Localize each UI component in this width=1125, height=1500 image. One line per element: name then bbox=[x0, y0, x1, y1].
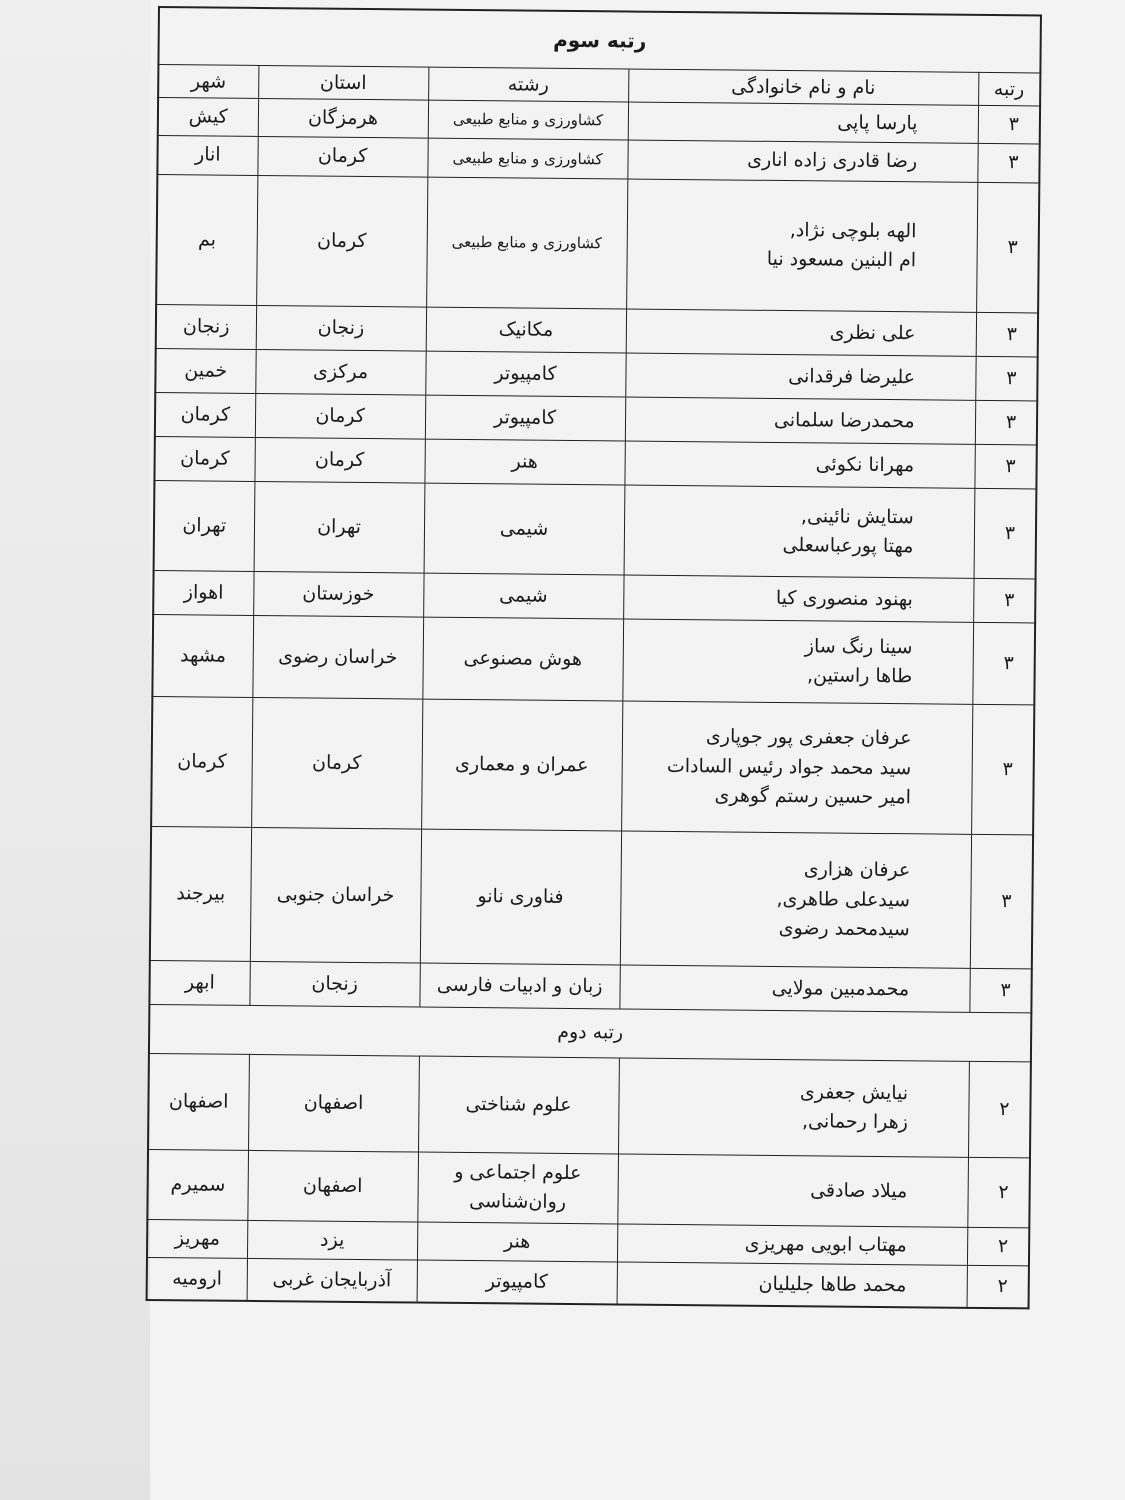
student-name: محمدرضا سلمانی bbox=[773, 408, 915, 432]
name-cell bbox=[618, 1058, 969, 1157]
province-cell: زنجان bbox=[256, 305, 426, 351]
field-cell: هنر bbox=[424, 439, 624, 485]
table-row bbox=[151, 696, 1034, 834]
province-cell: اصفهان bbox=[248, 1054, 419, 1152]
section-title-row bbox=[158, 7, 1041, 73]
table-row bbox=[147, 1149, 1030, 1227]
field-cell: هنر bbox=[417, 1222, 617, 1262]
province-cell: مرکزی bbox=[255, 349, 425, 395]
ranking-table-body bbox=[147, 7, 1041, 1308]
field-cell: فناوری نانو bbox=[420, 829, 621, 965]
rank-cell: ۳ bbox=[974, 444, 1036, 489]
rank-cell: ۳ bbox=[971, 704, 1034, 835]
city-cell: کیش bbox=[158, 98, 258, 137]
rank-cell: ۳ bbox=[974, 488, 1037, 579]
city-cell: اهواز bbox=[153, 570, 253, 615]
field-cell: کشاورزی و منابع طبیعی bbox=[427, 139, 627, 179]
rank-cell: ۳ bbox=[976, 182, 1039, 313]
name-cell bbox=[619, 965, 969, 1012]
student-name: مهرانا نکوئی bbox=[815, 452, 915, 476]
province-cell: یزد bbox=[247, 1220, 417, 1260]
rank-cell: ۲ bbox=[967, 1266, 1029, 1309]
student-name: عرفان جعفری پور جوپاری bbox=[705, 725, 912, 750]
name-cell bbox=[625, 353, 975, 400]
rank-cell: ۲ bbox=[967, 1227, 1029, 1266]
city-cell: ابهر bbox=[149, 960, 249, 1005]
field-cell: هوش مصنوعی bbox=[422, 617, 623, 701]
student-name: زهرا رحمانی, bbox=[801, 1110, 908, 1134]
field-cell: شیمی bbox=[424, 483, 625, 575]
city-cell: کرمان bbox=[155, 392, 255, 437]
province-cell: اصفهان bbox=[247, 1150, 418, 1222]
table-row bbox=[148, 1053, 1031, 1157]
city-cell: کرمان bbox=[154, 436, 254, 481]
column-header-field: رشته bbox=[428, 67, 628, 102]
table-row bbox=[154, 480, 1037, 578]
rank-cell: ۲ bbox=[968, 1061, 1031, 1158]
rank-cell: ۳ bbox=[969, 968, 1031, 1013]
student-name: محمد طاها جلیلیان bbox=[758, 1272, 907, 1297]
student-name: طاها راستین, bbox=[806, 664, 913, 688]
city-cell: بم bbox=[156, 174, 257, 305]
rank-cell: ۳ bbox=[978, 105, 1040, 144]
rank-cell: ۳ bbox=[970, 834, 1033, 969]
section-title: رتبه دوم bbox=[149, 1004, 1031, 1061]
field-cell: عمران و معماری bbox=[421, 699, 622, 831]
name-cell bbox=[623, 575, 973, 622]
ranking-table bbox=[146, 6, 1042, 1309]
name-cell bbox=[628, 102, 978, 144]
table-row bbox=[156, 174, 1039, 312]
name-cell bbox=[625, 397, 975, 444]
section-title-row bbox=[149, 1004, 1031, 1061]
rank-cell: ۳ bbox=[975, 400, 1037, 445]
name-cell bbox=[621, 701, 972, 834]
column-header-province: استان bbox=[258, 65, 428, 100]
province-cell: کرمان bbox=[256, 175, 427, 307]
city-cell: مهریز bbox=[147, 1219, 247, 1258]
rank-cell: ۲ bbox=[967, 1157, 1030, 1228]
student-name: عرفان هزاری bbox=[803, 858, 911, 882]
student-name: سینا رنگ ساز bbox=[804, 635, 913, 659]
student-name: میلاد صادقی bbox=[810, 1178, 908, 1202]
table-row bbox=[152, 614, 1035, 704]
rank-cell: ۳ bbox=[976, 312, 1038, 357]
name-cell bbox=[617, 1154, 968, 1227]
province-cell: آذربایجان غربی bbox=[247, 1259, 417, 1303]
student-name: مهتاب ابویی مهریزی bbox=[744, 1232, 907, 1257]
rank-cell: ۳ bbox=[972, 622, 1035, 705]
name-cell bbox=[626, 179, 977, 312]
province-cell: کرمان bbox=[254, 437, 424, 483]
province-cell: خراسان جنوبی bbox=[250, 827, 421, 963]
province-cell: هرمزگان bbox=[258, 98, 428, 138]
student-name: ام البنین مسعود نیا bbox=[766, 248, 917, 272]
province-cell: زنجان bbox=[249, 961, 419, 1007]
column-header-rank: رتبه bbox=[978, 72, 1040, 106]
student-name: رضا قادری زاده اناری bbox=[747, 149, 918, 173]
province-cell: خراسان رضوی bbox=[252, 615, 423, 699]
field-cell: کامپیوتر bbox=[417, 1260, 617, 1304]
name-cell bbox=[624, 485, 975, 578]
field-cell: کامپیوتر bbox=[425, 395, 625, 441]
field-cell: کشاورزی و منابع طبیعی bbox=[428, 100, 628, 140]
city-cell: خمین bbox=[155, 348, 255, 393]
student-name: پارسا پاپی bbox=[837, 111, 918, 135]
field-cell: کامپیوتر bbox=[425, 351, 625, 397]
table-row bbox=[147, 1258, 1029, 1308]
name-cell bbox=[622, 619, 973, 704]
rank-cell: ۳ bbox=[973, 578, 1035, 623]
city-cell: اصفهان bbox=[148, 1053, 249, 1150]
field-cell: مکانیک bbox=[426, 307, 626, 353]
student-name: امیر حسین رستم گوهری bbox=[714, 784, 912, 809]
province-cell: کرمان bbox=[251, 697, 422, 829]
name-cell bbox=[617, 1262, 967, 1307]
field-cell: کشاورزی و منابع طبیعی bbox=[426, 177, 627, 309]
field-cell: علوم شناختی bbox=[418, 1056, 619, 1154]
student-name: ستایش نائینی, bbox=[800, 505, 914, 529]
student-name: سیدمحمد رضوی bbox=[778, 917, 910, 941]
field-cell: زبان و ادبیات فارسی bbox=[419, 963, 619, 1009]
province-cell: کرمان bbox=[255, 393, 425, 439]
field-cell: شیمی bbox=[423, 573, 623, 619]
city-cell: سمیرم bbox=[147, 1149, 248, 1220]
section-title: رتبه سوم bbox=[158, 7, 1041, 73]
student-name: علی نظری bbox=[829, 321, 916, 344]
student-name: محمدمبین مولایی bbox=[771, 976, 910, 1000]
column-header-city: شهر bbox=[158, 65, 258, 99]
rank-cell: ۳ bbox=[975, 356, 1037, 401]
city-cell: مشهد bbox=[152, 614, 253, 697]
name-cell bbox=[620, 831, 971, 968]
province-cell: کرمان bbox=[257, 137, 427, 177]
city-cell: بیرجند bbox=[150, 826, 251, 961]
city-cell: ارومیه bbox=[147, 1258, 247, 1301]
column-header-name: نام و نام خانوادگی bbox=[628, 69, 978, 105]
city-cell: انار bbox=[157, 136, 257, 175]
student-name: بهنود منصوری کیا bbox=[775, 586, 913, 610]
province-cell: تهران bbox=[254, 481, 425, 573]
table-row bbox=[150, 826, 1033, 968]
student-name: الهه بلوچی نژاد, bbox=[789, 219, 917, 243]
student-name: علیرضا فرقدانی bbox=[788, 364, 916, 388]
province-cell: خوزستان bbox=[253, 571, 423, 617]
student-name: سید محمد جواد رئیس السادات bbox=[666, 754, 912, 779]
name-cell bbox=[617, 1224, 967, 1266]
city-cell: زنجان bbox=[156, 304, 256, 349]
rank-cell: ۳ bbox=[977, 144, 1039, 183]
city-cell: تهران bbox=[154, 480, 255, 571]
name-cell bbox=[624, 441, 974, 488]
city-cell: کرمان bbox=[151, 696, 252, 827]
student-name: سیدعلی طاهری, bbox=[776, 887, 911, 911]
student-name: نیایش جعفری bbox=[799, 1081, 909, 1105]
name-cell bbox=[626, 309, 976, 356]
name-cell bbox=[627, 140, 977, 182]
field-cell: علوم اجتماعی و روان‌شناسی bbox=[417, 1152, 618, 1224]
student-name: مهتا پورعباسعلی bbox=[782, 534, 914, 558]
